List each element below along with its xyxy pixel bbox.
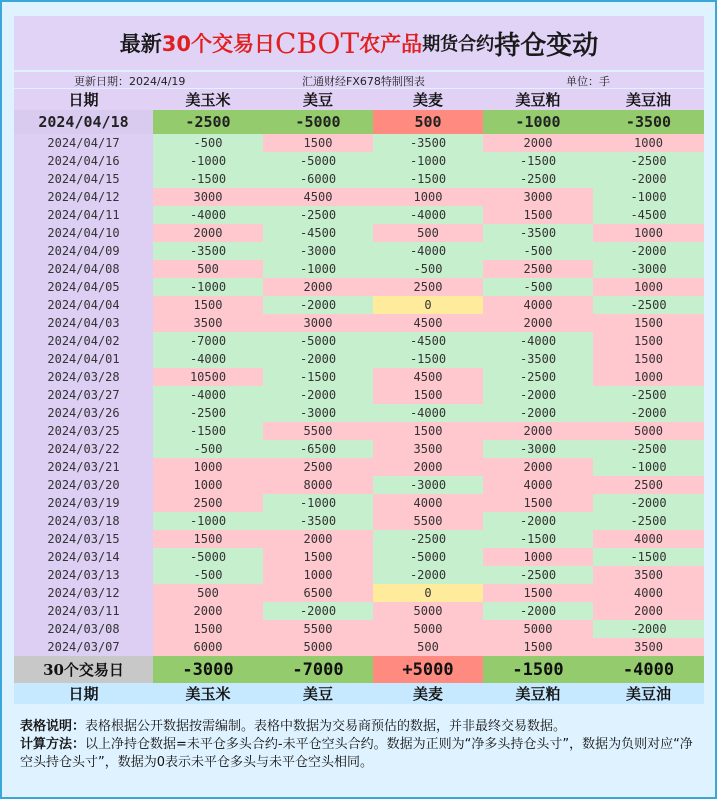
table-description-label: 表格说明： [20, 719, 86, 734]
value-cell: -1500 [483, 530, 593, 548]
value-cell: 3500 [593, 566, 704, 584]
value-cell: -3500 [373, 134, 483, 152]
value-cell: -1000 [153, 512, 263, 530]
table-row [14, 638, 704, 656]
date-cell: 2024/04/16 [14, 152, 153, 170]
value-cell: -2000 [483, 386, 593, 404]
value-cell: 1000 [593, 278, 704, 296]
column-header: 日期 [14, 683, 153, 704]
value-cell: 1500 [373, 422, 483, 440]
total-cell: +5000 [373, 656, 483, 683]
value-cell: -2000 [593, 494, 704, 512]
value-cell: 2000 [373, 458, 483, 476]
value-cell: 500 [373, 110, 483, 134]
value-cell: -3500 [593, 110, 704, 134]
date-cell: 2024/03/08 [14, 620, 153, 638]
value-cell: 1500 [593, 314, 704, 332]
value-cell: 1000 [263, 566, 373, 584]
value-cell: 4500 [263, 188, 373, 206]
date-cell: 2024/04/02 [14, 332, 153, 350]
value-cell: 2000 [263, 530, 373, 548]
table-row [14, 404, 704, 422]
column-header: 日期 [14, 89, 153, 110]
source-label: 汇通财经FX678特制图表 [302, 75, 425, 88]
value-cell: 1000 [153, 458, 263, 476]
table-row [14, 458, 704, 476]
table-row [14, 314, 704, 332]
value-cell: -1500 [263, 368, 373, 386]
total-label: 30个交易日 [14, 656, 153, 683]
date-cell: 2024/04/17 [14, 134, 153, 152]
value-cell: 5500 [373, 512, 483, 530]
value-cell: 0 [373, 296, 483, 314]
value-cell: 2000 [263, 278, 373, 296]
value-cell: 1500 [153, 530, 263, 548]
value-cell: 1500 [263, 134, 373, 152]
value-cell: 3000 [263, 314, 373, 332]
table-row [14, 170, 704, 188]
value-cell: -4500 [263, 224, 373, 242]
value-cell: 1000 [593, 134, 704, 152]
calculation-method-text: 以上净持仓数据=未平仓多头合约-未平仓空头合约。数据为正则为“净多头持仓头寸”，数据为负则对应“净空头持仓头寸”，数据为0表示未平仓多头与未平仓空头相同。 [20, 737, 693, 770]
title-part-agri: 农产品 [359, 32, 423, 56]
column-header: 美豆粕 [483, 683, 593, 704]
value-cell: -2000 [263, 602, 373, 620]
value-cell: -2000 [373, 566, 483, 584]
value-cell: -4500 [373, 332, 483, 350]
value-cell: 1500 [153, 296, 263, 314]
table-row [14, 152, 704, 170]
value-cell: -5000 [263, 332, 373, 350]
column-header: 美豆油 [593, 89, 704, 110]
date-cell: 2024/04/10 [14, 224, 153, 242]
table-row [14, 368, 704, 386]
value-cell: -4000 [153, 206, 263, 224]
table-description-text: 表格根据公开数据按需编制。表格中数据为交易商预估的数据，并非最终交易数据。 [85, 719, 567, 734]
value-cell: 500 [373, 224, 483, 242]
footer-header-row [14, 683, 704, 704]
table-row [14, 134, 704, 152]
value-cell: -1000 [263, 494, 373, 512]
value-cell: -1500 [373, 350, 483, 368]
value-cell: -1500 [373, 170, 483, 188]
value-cell: -2500 [593, 440, 704, 458]
date-cell: 2024/03/18 [14, 512, 153, 530]
value-cell: 1500 [593, 332, 704, 350]
date-cell: 2024/03/27 [14, 386, 153, 404]
value-cell: 4000 [373, 494, 483, 512]
table-row [14, 512, 704, 530]
value-cell: 2000 [483, 134, 593, 152]
value-cell: 2000 [153, 224, 263, 242]
value-cell: 4000 [593, 530, 704, 548]
value-cell: 6000 [153, 638, 263, 656]
value-cell: -3000 [263, 242, 373, 260]
date-cell: 2024/03/11 [14, 602, 153, 620]
value-cell: 1500 [483, 584, 593, 602]
value-cell: -4000 [153, 386, 263, 404]
value-cell: 5500 [263, 422, 373, 440]
date-cell: 2024/03/07 [14, 638, 153, 656]
value-cell: 1500 [593, 350, 704, 368]
table-row [14, 548, 704, 566]
table-row [14, 278, 704, 296]
value-cell: -3500 [483, 350, 593, 368]
value-cell: -5000 [263, 152, 373, 170]
value-cell: -2500 [153, 110, 263, 134]
value-cell: 10500 [153, 368, 263, 386]
value-cell: -1500 [153, 422, 263, 440]
date-cell: 2024/04/03 [14, 314, 153, 332]
date-cell: 2024/03/15 [14, 530, 153, 548]
date-cell: 2024/04/15 [14, 170, 153, 188]
table-row [14, 440, 704, 458]
table-row [14, 422, 704, 440]
value-cell: 3500 [373, 440, 483, 458]
total-row [14, 656, 704, 683]
value-cell: -2500 [593, 296, 704, 314]
value-cell: 2500 [483, 260, 593, 278]
value-cell: -2000 [593, 404, 704, 422]
value-cell: -6000 [263, 170, 373, 188]
value-cell: 4500 [373, 314, 483, 332]
table-row [14, 620, 704, 638]
table-row [14, 494, 704, 512]
value-cell: 2500 [373, 278, 483, 296]
table-row [14, 530, 704, 548]
value-cell: -3000 [593, 260, 704, 278]
value-cell: 5000 [373, 602, 483, 620]
value-cell: -2000 [483, 602, 593, 620]
table-row [14, 584, 704, 602]
value-cell: 1500 [153, 620, 263, 638]
value-cell: 1500 [263, 548, 373, 566]
column-header: 美豆 [263, 683, 373, 704]
value-cell: 1000 [153, 476, 263, 494]
table-row [14, 386, 704, 404]
latest-row [14, 110, 704, 134]
value-cell: 5500 [263, 620, 373, 638]
value-cell: -500 [483, 242, 593, 260]
date-cell: 2024/03/13 [14, 566, 153, 584]
date-cell: 2024/03/20 [14, 476, 153, 494]
value-cell: 3000 [153, 188, 263, 206]
notes-section [20, 718, 704, 772]
value-cell: -2000 [263, 350, 373, 368]
date-cell: 2024/03/28 [14, 368, 153, 386]
calculation-method-label: 计算方法： [20, 737, 86, 752]
value-cell: -1500 [153, 170, 263, 188]
value-cell: -1000 [593, 188, 704, 206]
value-cell: 4000 [483, 476, 593, 494]
value-cell: -1000 [153, 278, 263, 296]
value-cell: 2500 [593, 476, 704, 494]
table-row [14, 260, 704, 278]
value-cell: -5000 [373, 548, 483, 566]
value-cell: 4000 [483, 296, 593, 314]
value-cell: 2000 [483, 458, 593, 476]
date-cell: 2024/04/12 [14, 188, 153, 206]
value-cell: -500 [373, 260, 483, 278]
value-cell: -3000 [483, 440, 593, 458]
value-cell: 5000 [593, 422, 704, 440]
value-cell: -2000 [593, 620, 704, 638]
value-cell: -2500 [483, 566, 593, 584]
value-cell: 5000 [373, 620, 483, 638]
title-part-latest: 最新 [119, 32, 162, 56]
report-title [14, 16, 704, 70]
value-cell: -2500 [483, 170, 593, 188]
total-cell: -7000 [263, 656, 373, 683]
position-table [14, 89, 704, 704]
value-cell: -5000 [263, 110, 373, 134]
value-cell: 8000 [263, 476, 373, 494]
column-header: 美豆油 [593, 683, 704, 704]
date-cell: 2024/04/01 [14, 350, 153, 368]
value-cell: -1000 [593, 458, 704, 476]
table-row [14, 566, 704, 584]
value-cell: -3500 [153, 242, 263, 260]
value-cell: -3500 [263, 512, 373, 530]
value-cell: 1000 [373, 188, 483, 206]
table-row [14, 602, 704, 620]
value-cell: 500 [153, 584, 263, 602]
meta-bar [14, 72, 704, 88]
value-cell: 3000 [483, 188, 593, 206]
value-cell: -2000 [263, 386, 373, 404]
value-cell: 2000 [483, 314, 593, 332]
value-cell: 0 [373, 584, 483, 602]
value-cell: -2000 [593, 170, 704, 188]
value-cell: 500 [153, 260, 263, 278]
value-cell: -4000 [373, 242, 483, 260]
table-row [14, 206, 704, 224]
value-cell: 2500 [263, 458, 373, 476]
value-cell: -2000 [483, 512, 593, 530]
title-part-futures: 期货合约 [422, 34, 495, 55]
table-row [14, 332, 704, 350]
table-description [20, 718, 704, 736]
date-cell: 2024/03/14 [14, 548, 153, 566]
column-header: 美麦 [373, 89, 483, 110]
value-cell: -2500 [593, 152, 704, 170]
date-cell: 2024/04/04 [14, 296, 153, 314]
date-cell: 2024/04/09 [14, 242, 153, 260]
table-row [14, 188, 704, 206]
value-cell: -500 [153, 566, 263, 584]
column-header: 美豆 [263, 89, 373, 110]
value-cell: 5000 [263, 638, 373, 656]
date-cell: 2024/03/21 [14, 458, 153, 476]
value-cell: 4000 [593, 584, 704, 602]
column-header: 美玉米 [153, 89, 263, 110]
calculation-method [20, 736, 704, 772]
value-cell: -7000 [153, 332, 263, 350]
value-cell: 2000 [483, 422, 593, 440]
value-cell: 2500 [153, 494, 263, 512]
value-cell: -4000 [373, 206, 483, 224]
total-cell: -3000 [153, 656, 263, 683]
date-cell: 2024/04/05 [14, 278, 153, 296]
unit-label: 单位：手 [566, 75, 610, 88]
value-cell: -2500 [263, 206, 373, 224]
value-cell: -500 [153, 440, 263, 458]
date-cell: 2024/03/12 [14, 584, 153, 602]
header-row [14, 89, 704, 110]
value-cell: -2500 [593, 512, 704, 530]
date-cell: 2024/04/08 [14, 260, 153, 278]
value-cell: 1500 [373, 386, 483, 404]
value-cell: 500 [373, 638, 483, 656]
value-cell: -4000 [153, 350, 263, 368]
value-cell: -3000 [263, 404, 373, 422]
value-cell: -3000 [373, 476, 483, 494]
value-cell: 1500 [483, 494, 593, 512]
value-cell: -1000 [373, 152, 483, 170]
column-header: 美麦 [373, 683, 483, 704]
date-cell: 2024/03/22 [14, 440, 153, 458]
value-cell: -1500 [483, 152, 593, 170]
value-cell: -4000 [483, 332, 593, 350]
title-part-30days: 30个交易日 [161, 32, 276, 56]
value-cell: -500 [483, 278, 593, 296]
update-date: 更新日期：2024/4/19 [74, 75, 186, 88]
value-cell: 1500 [483, 206, 593, 224]
value-cell: -2000 [483, 404, 593, 422]
table-row [14, 224, 704, 242]
title-part-position: 持仓变动 [494, 30, 599, 61]
value-cell: 1000 [593, 224, 704, 242]
total-cell: -1500 [483, 656, 593, 683]
date-cell: 2024/03/26 [14, 404, 153, 422]
value-cell: 6500 [263, 584, 373, 602]
table-row [14, 296, 704, 314]
table-row [14, 476, 704, 494]
value-cell: 3500 [153, 314, 263, 332]
value-cell: 5000 [483, 620, 593, 638]
value-cell: -2500 [373, 530, 483, 548]
value-cell: -2000 [263, 296, 373, 314]
value-cell: 1500 [483, 638, 593, 656]
value-cell: -1000 [153, 152, 263, 170]
column-header: 美玉米 [153, 683, 263, 704]
value-cell: -2500 [153, 404, 263, 422]
column-header: 美豆粕 [483, 89, 593, 110]
value-cell: -1500 [593, 548, 704, 566]
value-cell: -2500 [593, 386, 704, 404]
date-cell: 2024/03/19 [14, 494, 153, 512]
value-cell: -3500 [483, 224, 593, 242]
value-cell: -500 [153, 134, 263, 152]
date-cell: 2024/03/25 [14, 422, 153, 440]
value-cell: 4500 [373, 368, 483, 386]
value-cell: -6500 [263, 440, 373, 458]
value-cell: -1000 [263, 260, 373, 278]
value-cell: -1000 [483, 110, 593, 134]
value-cell: -4500 [593, 206, 704, 224]
table-row [14, 350, 704, 368]
value-cell: -4000 [373, 404, 483, 422]
value-cell: -2000 [593, 242, 704, 260]
date-cell: 2024/04/11 [14, 206, 153, 224]
table-row [14, 242, 704, 260]
total-cell: -4000 [593, 656, 704, 683]
value-cell: 3500 [593, 638, 704, 656]
value-cell: 1000 [483, 548, 593, 566]
value-cell: -5000 [153, 548, 263, 566]
title-part-cbot: CBOT [275, 26, 360, 60]
date-cell: 2024/04/18 [14, 110, 153, 134]
value-cell: 1000 [593, 368, 704, 386]
value-cell: 2000 [593, 602, 704, 620]
value-cell: -2500 [483, 368, 593, 386]
value-cell: 2000 [153, 602, 263, 620]
